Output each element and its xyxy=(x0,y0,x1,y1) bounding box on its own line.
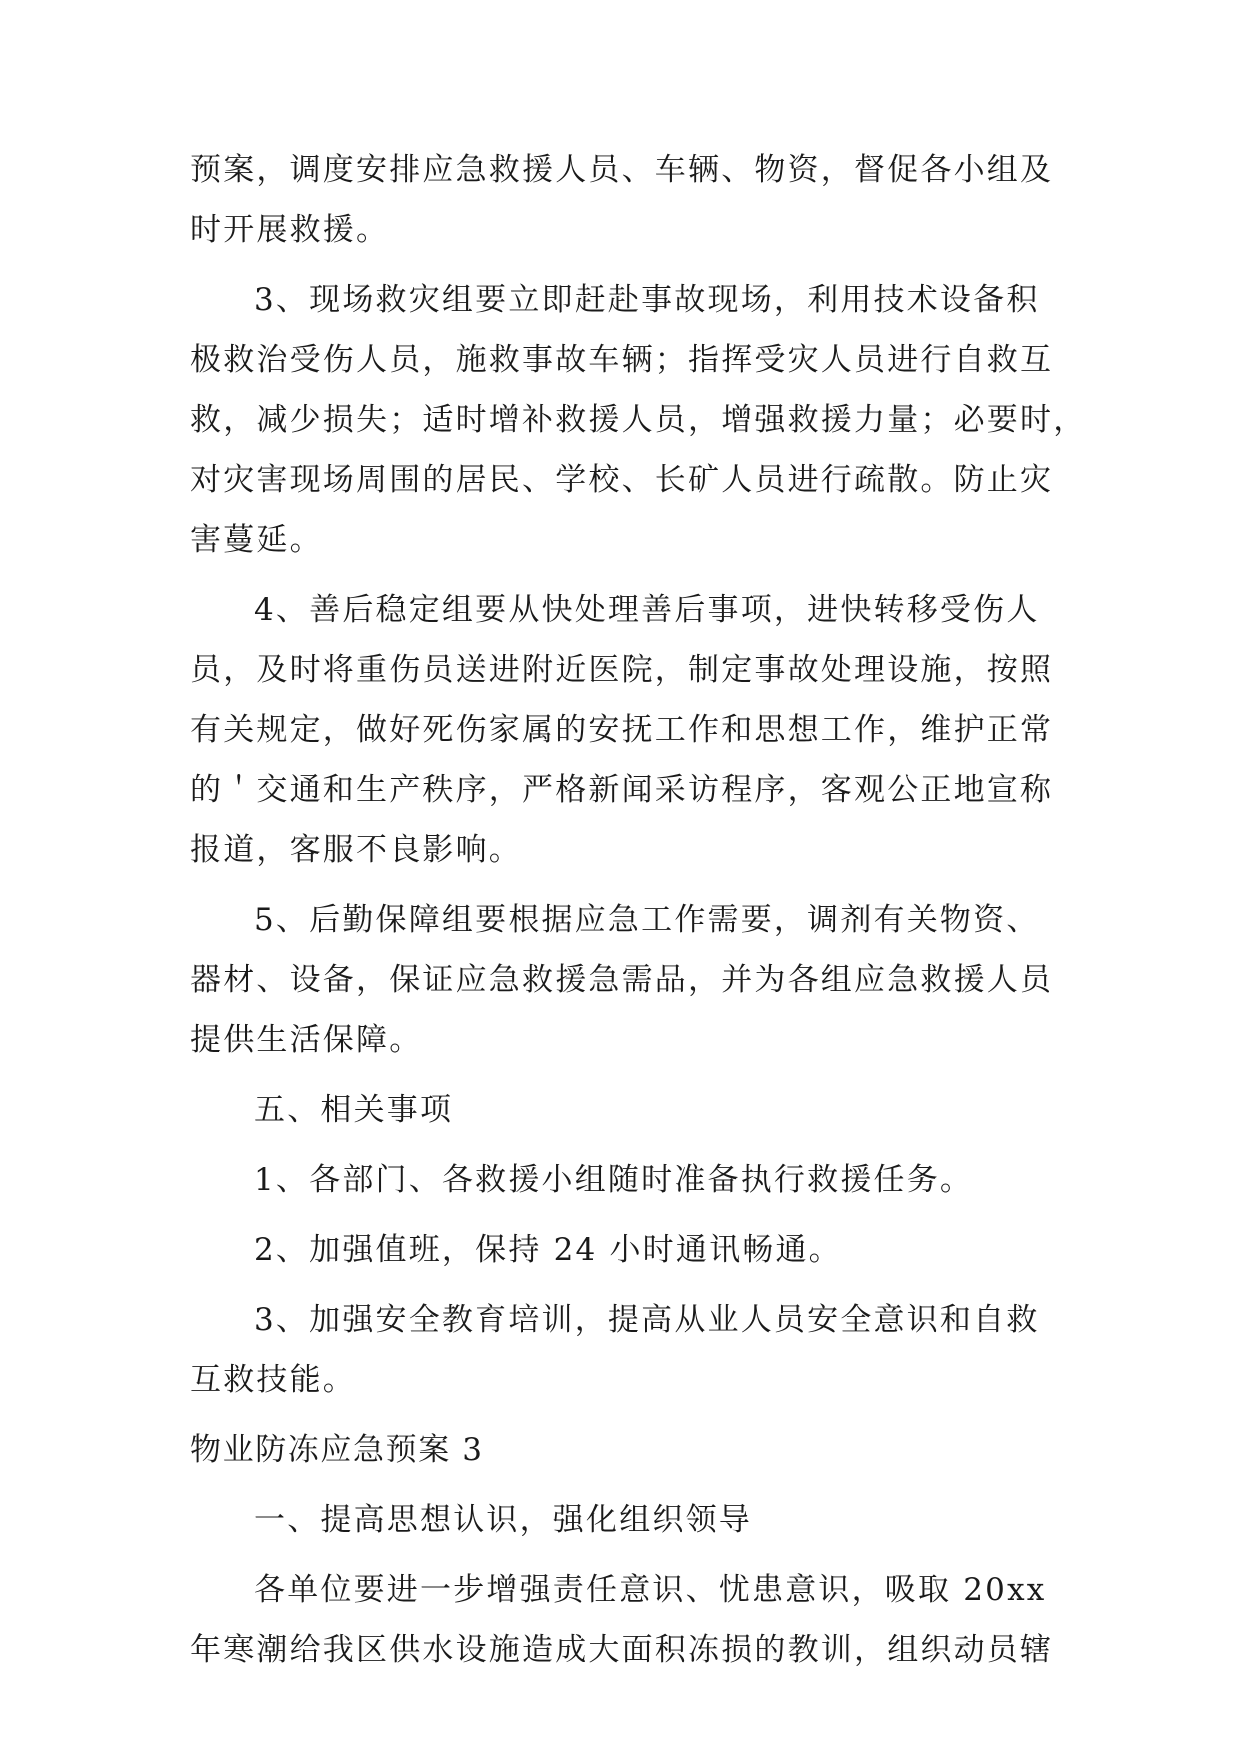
section-heading: 五、相关事项 xyxy=(254,1092,454,1128)
text-line: 救，减少损失；适时增补救援人员，增强救援力量；必要时， xyxy=(190,402,1087,438)
text-line: 时开展救援。 xyxy=(190,212,390,248)
text-line: 1、各部门、各救援小组随时准备执行救援任务。 xyxy=(254,1162,974,1198)
text-line: 器材、设备，保证应急救援急需品，并为各组应急救援人员 xyxy=(190,962,1054,998)
text-line: 各单位要进一步增强责任意识、忧患意识，吸取 20xx xyxy=(254,1572,1047,1608)
text-line: 互救技能。 xyxy=(190,1362,356,1398)
text-line: 的＇交通和生产秩序，严格新闻采访程序，客观公正地宣称 xyxy=(190,772,1054,808)
section-heading: 一、提高思想认识，强化组织领导 xyxy=(254,1502,752,1538)
text-line: 提供生活保障。 xyxy=(190,1022,423,1058)
text-line: 3、加强安全教育培训，提高从业人员安全意识和自救 xyxy=(254,1302,1040,1338)
text-line: 5、后勤保障组要根据应急工作需要，调剂有关物资、 xyxy=(254,902,1040,938)
text-line: 4、善后稳定组要从快处理善后事项，进快转移受伤人 xyxy=(254,592,1040,628)
text-line: 对灾害现场周围的居民、学校、长矿人员进行疏散。防止灾 xyxy=(190,462,1054,498)
document-title: 物业防冻应急预案 3 xyxy=(190,1432,484,1468)
text-line: 极救治受伤人员，施救事故车辆；指挥受灾人员进行自救互 xyxy=(190,342,1054,378)
text-line: 预案，调度安排应急救援人员、车辆、物资，督促各小组及 xyxy=(190,152,1054,188)
text-line: 2、加强值班，保持 24 小时通讯畅通。 xyxy=(254,1232,842,1268)
text-line: 有关规定，做好死伤家属的安抚工作和思想工作，维护正常 xyxy=(190,712,1054,748)
text-line: 害蔓延。 xyxy=(190,522,323,558)
text-line: 报道，客服不良影响。 xyxy=(190,832,522,868)
text-line: 员，及时将重伤员送进附近医院，制定事故处理设施，按照 xyxy=(190,652,1054,688)
text-line: 年寒潮给我区供水设施造成大面积冻损的教训，组织动员辖 xyxy=(190,1632,1054,1668)
text-line: 3、现场救灾组要立即赶赴事故现场，利用技术设备积 xyxy=(254,282,1040,318)
